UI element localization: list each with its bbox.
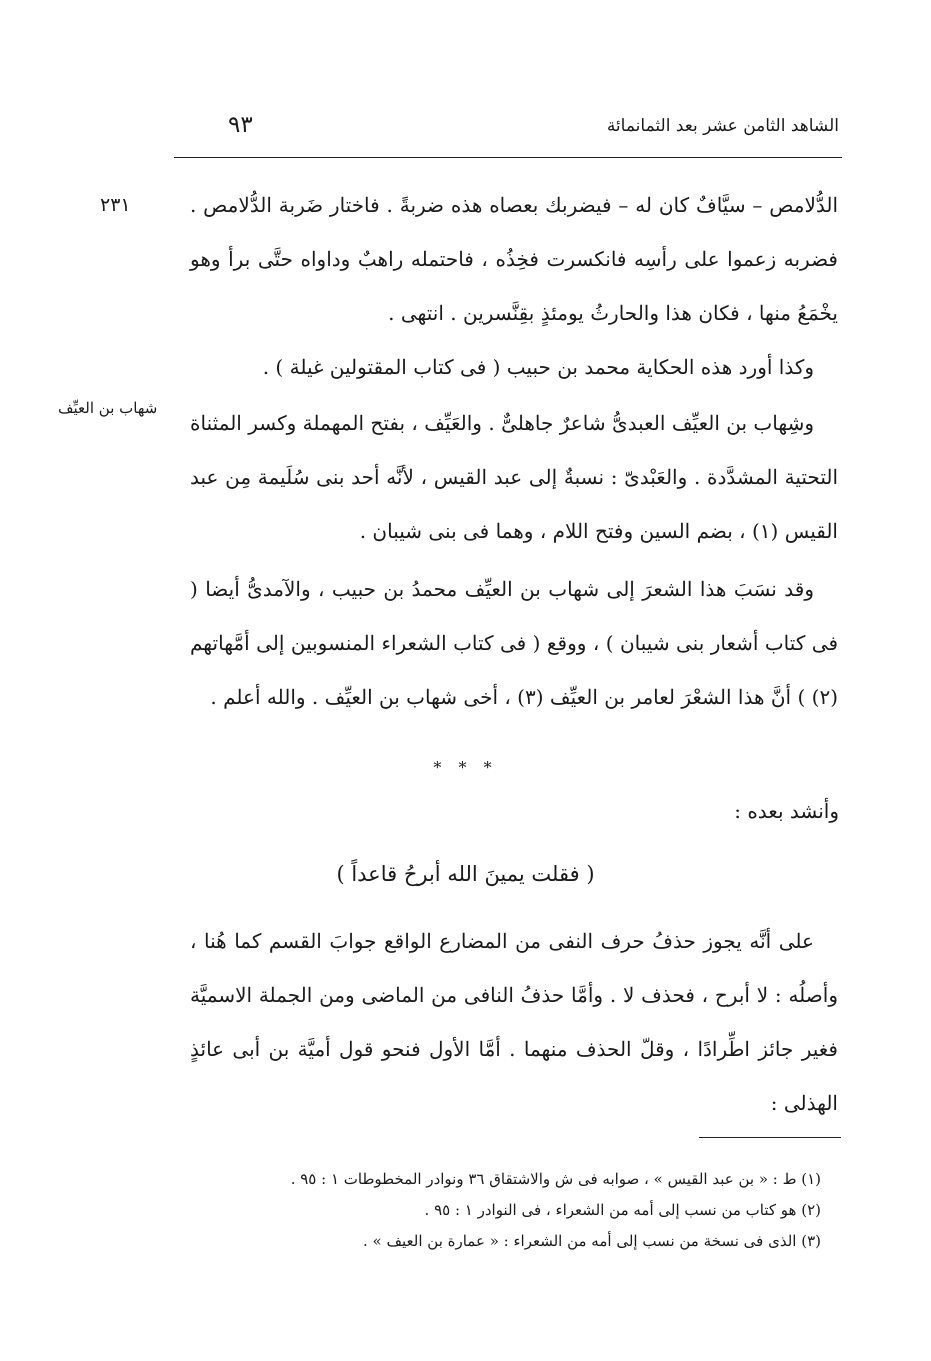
main-text-block bbox=[190, 178, 838, 724]
footnotes bbox=[261, 1164, 821, 1257]
footnote: (٢) هو كتاب من نسب إلى أمه من الشعراء ، فى النوادر ١ : ٩٥ . bbox=[424, 1201, 821, 1219]
margin-line-number: ٢٣١ bbox=[100, 194, 131, 216]
header-rule bbox=[174, 157, 842, 158]
paragraph: الدُّلامص – سيَّافٌ كان له – فيضربك بعصاه هذه ضربةً . فاختار ضَربة الدُّلامص . فضربه زعموا على رأسِه فانكسرت فخِذُه ، فاحتمله راهبٌ وداواه حتَّى برأ وهو يخْمَعُ منها ، فكان هذا والحارثُ يومئذٍ بقِنَّسرين . انتهى . bbox=[190, 193, 838, 325]
paragraph: وشِهاب بن العيِّف العبدىُّ شاعرٌ جاهلىٌّ . والعَيِّف ، بفتح المهملة وكسر المثناة التحتية المشدَّدة . والعَبْدىّ : نسبةٌ إلى عبد القيس ، لأنَّه أحد بنى سُلَيمة مِن عبد القيس (١) ، بضم السين وفتح اللام ، وهما فى بنى شيبان . bbox=[190, 411, 838, 543]
paragraph: على أنَّه يجوز حذفُ حرف النفى من المضارع الواقع جوابَ القسم كما هُنا ، وأصلُه : لا أبرح ، فحذف لا . وأمَّا حذفُ النافى من الماضى ومن الجملة الاسميَّة فغير جائز اطِّرادًا ، وقلّ الحذف منهما . أمَّا الأول فنحو قول أميَّة بن أبى عائذٍ الهذلى : bbox=[190, 929, 838, 1115]
section-separator: * * * bbox=[433, 758, 498, 777]
commentary-block bbox=[190, 914, 838, 1130]
footnote: (١) ط : « بن عبد القيس » ، صوابه فى ش والاشتقاق ٣٦ ونوادر المخطوطات ١ : ٩٥ . bbox=[290, 1170, 821, 1188]
page-number: ٩٣ bbox=[228, 112, 253, 138]
verse-line: ( فقلت يمينَ الله أبرحُ قاعداً ) bbox=[336, 862, 595, 886]
footnote-rule bbox=[699, 1137, 841, 1138]
margin-side-heading: شهاب بن العيِّف bbox=[58, 399, 158, 417]
footnote: (٣) الذى فى نسخة من نسب إلى أمه من الشعراء : « عمارة بن العيف » . bbox=[363, 1232, 821, 1250]
intro-line: وأنشد بعده : bbox=[734, 799, 839, 823]
paragraph: وقد نسَبَ هذا الشعرَ إلى شهاب بن العيِّف محمدُ بن حبيب ، والآمدىُّ أيضا ( فى كتاب أشعار بنى شيبان ) ، ووقع ( فى كتاب الشعراء المنسوبين إلى أمَّهاتهم (٢) ) أنَّ هذا الشعْرَ لعامر بن العيِّف (٣) ، أخى شهاب بن العيِّف . والله أعلم . bbox=[190, 577, 838, 709]
running-header-title: الشاهد الثامن عشر بعد الثمانمائة bbox=[606, 116, 839, 136]
paragraph: وكذا أورد هذه الحكاية محمد بن حبيب ( فى كتاب المقتولين غيلة ) . bbox=[262, 355, 814, 379]
